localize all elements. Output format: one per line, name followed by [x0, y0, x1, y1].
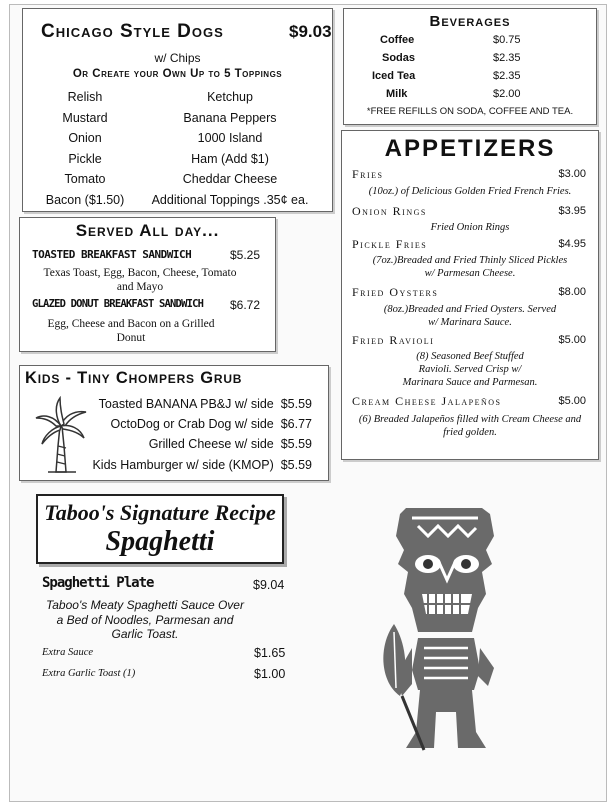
appetizer-price: $4.95: [558, 238, 586, 250]
spaghetti-plate-desc: Taboo's Meaty Spaghetti Sauce Over a Bed of Noodles, Parmesan and Garlic Toast.: [46, 598, 244, 641]
signature-line2: Spaghetti: [105, 526, 215, 557]
kids-menu-item: Toasted BANANA PB&J w/ side $5.59: [98, 397, 312, 411]
topping-item: Relish: [67, 90, 103, 104]
tiki-warrior-icon: [378, 500, 513, 758]
appetizer-desc: (7oz.)Breaded and Fried Thinly Sliced Pickles w/ Parmesan Cheese.: [372, 255, 568, 279]
extra-name: Extra Garlic Toast (1): [42, 668, 136, 679]
toppings-grid: [25, 87, 315, 210]
appetizers-title: APPETIZERS: [384, 135, 556, 162]
breakfast-item-price: $6.72: [230, 298, 261, 312]
appetizers-box: [341, 130, 599, 460]
extra-name: Extra Sauce: [42, 647, 94, 658]
topping-item: Banana Peppers: [183, 110, 277, 125]
extra-price: $1.65: [254, 646, 286, 660]
breakfast-item-name: TOASTED BREAKFAST SANDWICH: [32, 248, 192, 261]
appetizer-name: Fried Oysters: [352, 285, 439, 299]
signature-title-box: [36, 494, 284, 564]
appetizer-price: $5.00: [558, 395, 586, 407]
appetizer-price: $3.00: [558, 168, 586, 180]
served-all-day-box: [19, 217, 276, 352]
appetizer-price: $3.95: [558, 205, 586, 217]
served-all-day-title: Served All day...: [75, 221, 220, 240]
topping-item: Pickle: [68, 151, 102, 166]
topping-item: Mustard: [62, 110, 108, 125]
appetizer-name: Onion Rings: [352, 204, 427, 218]
breakfast-item-name: GLAZED DONUT BREAKFAST SANDWICH: [32, 298, 204, 310]
beverages-box: Beverages Coffee $0.75 Sodas $2.35 Iced Tea $2.35 Milk $2.00 *FREE REFILLS ON SODA, COFFEE AND TEA.: [343, 8, 597, 125]
palm-tree-icon: [34, 396, 90, 474]
chicago-create-note: Or Create your Own Up to 5 Toppings: [72, 68, 283, 80]
appetizer-price: $5.00: [558, 334, 586, 346]
topping-item: 1000 Island: [197, 131, 263, 145]
extra-price: $1.00: [254, 667, 286, 681]
breakfast-item-desc: Texas Toast, Egg, Bacon, Cheese, Tomato and Mayo: [43, 267, 237, 293]
kids-menu-item: Kids Hamburger w/ side (KMOP) $5.59: [92, 458, 312, 472]
chicago-dogs-title: Chicago Style Dogs: [41, 21, 224, 42]
appetizer-name: Pickle Fries: [352, 237, 428, 251]
beverages-title: Beverages: [429, 13, 511, 30]
topping-item: Additional Toppings .35¢ ea.: [151, 192, 309, 207]
kids-menu-item: OctoDog or Crab Dog w/ side $6.77: [110, 417, 312, 431]
breakfast-item-price: $5.25: [230, 248, 261, 262]
refill-note: *FREE REFILLS ON SODA, COFFEE AND TEA.: [366, 106, 574, 117]
topping-item: Onion: [68, 131, 102, 145]
topping-item: Ham (Add $1): [191, 151, 269, 166]
kids-title: Kids - Tiny Chompers Grub: [25, 369, 243, 387]
topping-item: Cheddar Cheese: [182, 172, 278, 186]
kids-menu-item: Grilled Cheese w/ side $5.59: [148, 437, 312, 451]
appetizer-desc: (8oz.)Breaded and Fried Oysters. Served w/ Marinara Sauce.: [383, 304, 557, 328]
appetizer-price: $8.00: [558, 286, 586, 298]
appetizer-desc: (8) Seasoned Beef Stuffed Ravioli. Served Crisp w/ Marinara Sauce and Parmesan.: [402, 351, 538, 388]
kids-box: [19, 365, 329, 481]
breakfast-item-desc: Egg, Cheese and Bacon on a Grilled Donut: [47, 318, 215, 344]
appetizer-desc: (6) Breaded Jalapeños filled with Cream Cheese and fried golden.: [358, 414, 582, 438]
chicago-dogs-box: [22, 8, 333, 212]
topping-item: Ketchup: [207, 90, 253, 104]
appetizer-name: Fried Ravioli: [352, 333, 435, 347]
appetizer-desc: (10oz.) of Delicious Golden Fried French Fries.: [368, 186, 572, 197]
signature-line1: Taboo's Signature Recipe: [44, 500, 276, 525]
chicago-chips: w/ Chips: [154, 51, 201, 65]
spaghetti-plate-price: $9.04: [253, 578, 285, 592]
spaghetti-plate-name: Spaghetti Plate: [42, 575, 154, 591]
topping-item: Tomato: [64, 172, 106, 186]
appetizer-name: Fries: [352, 167, 384, 181]
topping-item: Bacon ($1.50): [45, 192, 125, 207]
appetizer-name: Cream Cheese Jalapeños: [352, 394, 502, 408]
appetizer-desc: Fried Onion Rings: [430, 222, 510, 233]
chicago-dogs-price: $9.03: [289, 22, 332, 41]
